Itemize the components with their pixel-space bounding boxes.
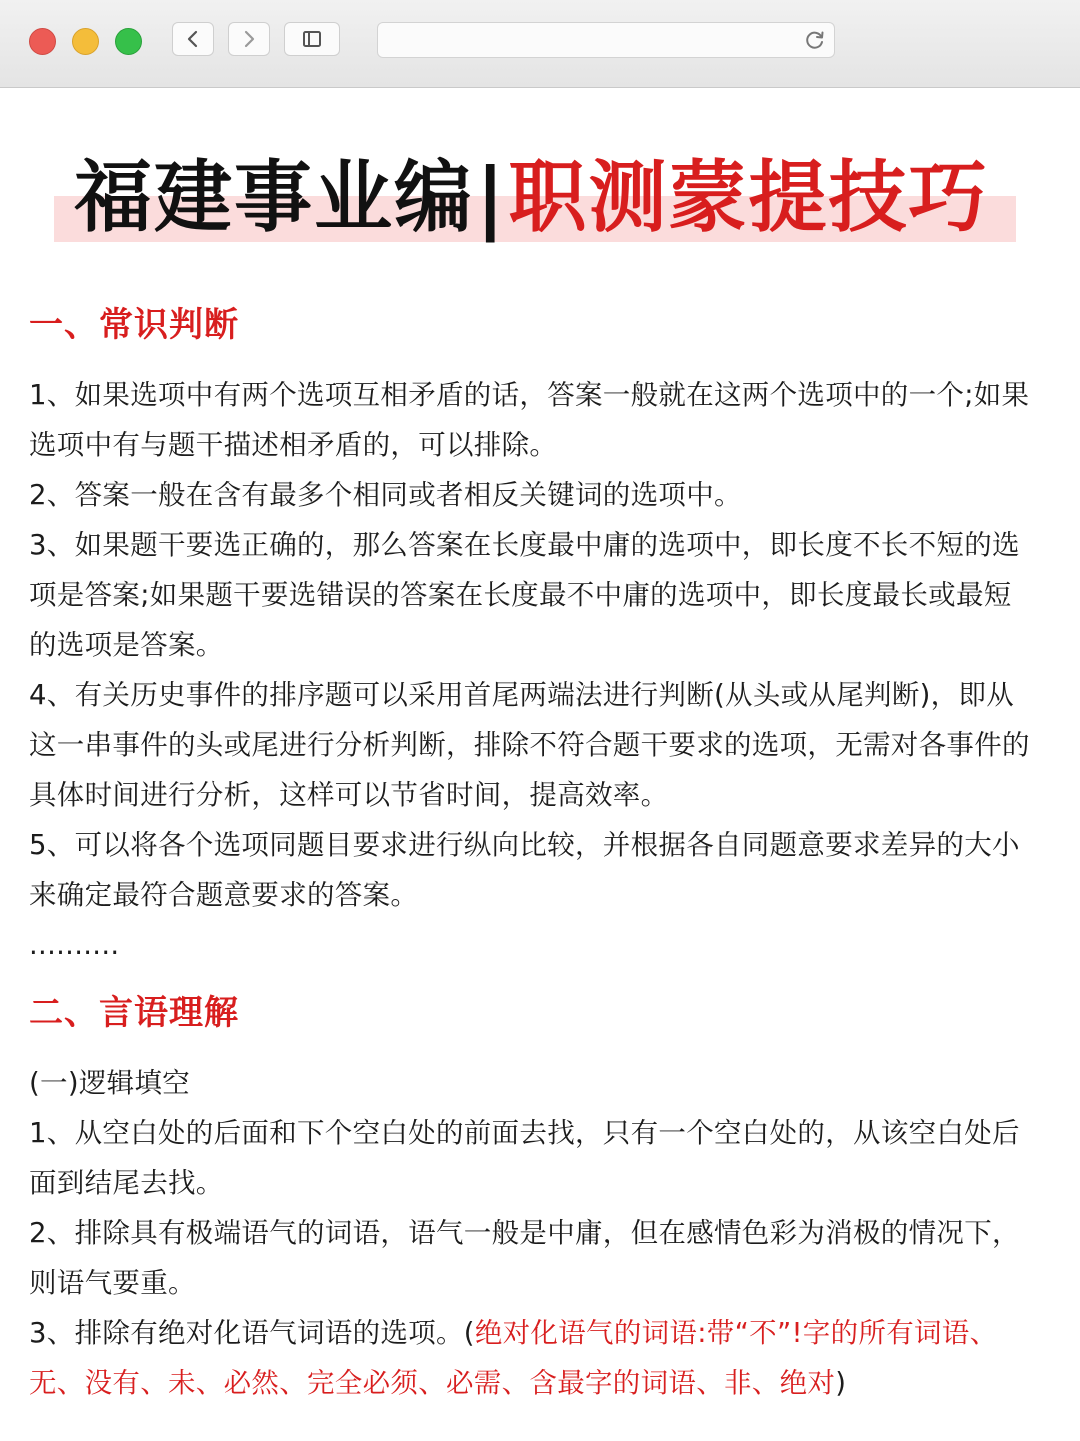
- section-heading-common-sense: 一、常识判断: [29, 305, 239, 345]
- article-body: [29, 300, 1039, 1408]
- page-title: [74, 150, 1014, 246]
- list-item: 5、可以将各个选项同题目要求进行纵向比较，并根据各自同题意要求差异的大小来确定最符合题意要求的答案。: [29, 829, 1020, 911]
- forward-button[interactable]: [228, 22, 270, 56]
- list-item: 4、有关历史事件的排序题可以采用首尾两端法进行判断(从头或从尾判断)，即从这一串事件的头或尾进行分析判断，排除不符合题干要求的选项，无需对各事件的具体时间进行分析，这样可以节省时间，提高效率。: [29, 679, 1030, 811]
- title-separator: |: [476, 153, 507, 243]
- item3-prefix: 3、排除有绝对化语气词语的选项。(: [29, 1317, 475, 1349]
- browser-toolbar: [0, 0, 1080, 88]
- list-item: 2、答案一般在含有最多个相同或者相反关键词的选项中。: [29, 479, 742, 511]
- item3-highlight: 绝对化语气的词语:带“不”!字的所有词语、无、没有、未、必然、完全必须、必需、含最字的词语、非、绝对: [29, 1317, 998, 1399]
- section-heading-verbal: 二、言语理解: [29, 993, 239, 1033]
- list-item: 2、排除具有极端语气的词语，语气一般是中庸，但在感情色彩为消极的情况下，则语气要重。: [29, 1217, 1020, 1299]
- chevron-left-icon: [186, 30, 200, 48]
- list-item: 1、如果选项中有两个选项互相矛盾的话，答案一般就在这两个选项中的一个;如果选项中有与题干描述相矛盾的，可以排除。: [29, 379, 1030, 461]
- zoom-window-button[interactable]: [115, 28, 142, 55]
- chevron-right-icon: [242, 30, 256, 48]
- ellipsis: ..........: [29, 929, 120, 961]
- back-button[interactable]: [172, 22, 214, 56]
- page-title-block: [54, 150, 1016, 246]
- sidebar-icon: [302, 30, 322, 48]
- address-bar[interactable]: [377, 22, 835, 58]
- title-part-2: 职测蒙提技巧: [508, 152, 989, 243]
- list-item: 1、从空白处的后面和下个空白处的前面去找，只有一个空白处的，从该空白处后面到结尾去找。: [29, 1117, 1020, 1199]
- item3-suffix: ): [835, 1367, 847, 1399]
- minimize-window-button[interactable]: [72, 28, 99, 55]
- reload-icon[interactable]: [804, 29, 826, 51]
- title-part-1: 福建事业编: [74, 152, 475, 243]
- sidebar-toggle-button[interactable]: [284, 22, 340, 56]
- close-window-button[interactable]: [29, 28, 56, 55]
- list-item: 3、如果题干要选正确的，那么答案在长度最中庸的选项中，即长度不长不短的选项是答案;如果题干要选错误的答案在长度最不中庸的选项中，即长度最长或最短的选项是答案。: [29, 529, 1020, 661]
- list-item: [29, 1308, 1039, 1408]
- subheading-logic-fill: (一)逻辑填空: [29, 1067, 191, 1099]
